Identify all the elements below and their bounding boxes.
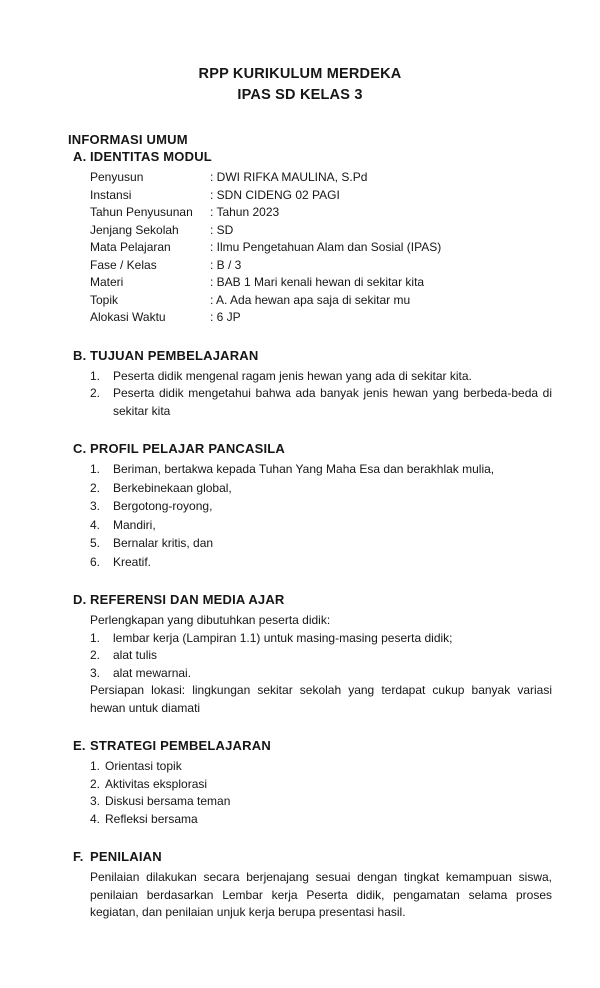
list-item-text: Peserta didik mengenal ragam jenis hewan yang ada di sekitar kita. — [113, 368, 472, 383]
list-item-number: 4. — [90, 811, 101, 826]
section-body — [90, 368, 552, 421]
section-letter: A. — [73, 149, 87, 164]
list-item-number: 1. — [90, 368, 101, 383]
section-heading — [73, 347, 552, 364]
field-row-alokasi-waktu — [90, 309, 552, 327]
section-title: REFERENSI DAN MEDIA AJAR — [90, 592, 285, 607]
list-item-number: 3. — [90, 665, 101, 680]
list-item-number: 2. — [90, 648, 101, 662]
section-letter: B. — [73, 347, 87, 363]
section-profil-pelajar-pancasila — [68, 440, 552, 571]
section-body — [90, 758, 552, 828]
list-item — [90, 535, 552, 553]
field-value: : Ilmu Pengetahuan Alam dan Sosial (IPAS) — [210, 240, 442, 254]
list-item — [90, 647, 552, 665]
section-title: PENILAIAN — [90, 849, 162, 864]
field-value: : DWI RIFKA MAULINA, S.Pd — [210, 170, 368, 184]
section-intro-text: Perlengkapan yang dibutuhkan peserta didik: — [90, 613, 331, 627]
section-title: TUJUAN PEMBELAJARAN — [90, 347, 259, 363]
list-item-text: Beriman, bertakwa kepada Tuhan Yang Maha Esa dan berakhlak mulia, — [113, 462, 495, 476]
field-row-jenjang-sekolah — [90, 222, 552, 240]
field-value: : 6 JP — [210, 310, 241, 324]
section-outro-text: Persiapan lokasi: lingkungan sekitar sekolah yang terdapat cukup banyak variasi hewan untuk diamati — [90, 683, 552, 715]
title-line-1: RPP KURIKULUM MERDEKA — [198, 66, 402, 82]
list-item-number: 1. — [90, 759, 101, 773]
field-row-penyusun — [90, 169, 552, 187]
list-item-number: 2. — [90, 386, 101, 400]
list-item-text: Berkebinekaan global, — [113, 480, 232, 495]
field-label: Penyusun — [90, 170, 144, 184]
list-item-number: 1. — [90, 630, 101, 645]
list-item-number: 6. — [90, 554, 101, 569]
section-letter: E. — [73, 738, 86, 753]
list-item-text: lembar kerja (Lampiran 1.1) untuk masing-masing peserta didik; — [113, 630, 453, 645]
list-item-text: Mandiri, — [113, 517, 156, 532]
section-paragraph: Penilaian dilakukan secara berjenajang sesuai dengan tingkat kemampuan siswa, penilaian berdasarkan Lembar kerja Peserta didik, pengamatan selama proses kegiatan, dan penilaian unjuk kerja berupa presentasi hasil. — [90, 870, 552, 919]
section-body — [90, 869, 552, 922]
list-item-text: Diskusi bersama teman — [105, 794, 231, 808]
title-line-2: IPAS SD KELAS 3 — [237, 86, 363, 103]
list-item — [90, 665, 552, 683]
field-value: : BAB 1 Mari kenali hewan di sekitar kita — [210, 275, 425, 289]
section-penilaian — [68, 848, 552, 922]
list-item-number: 3. — [90, 499, 101, 513]
list-item-text: Refleksi bersama — [105, 811, 198, 826]
list-item — [90, 630, 552, 648]
section-identitas-modul — [68, 148, 552, 327]
section-letter: C. — [73, 441, 87, 456]
section-heading — [73, 737, 552, 754]
list-item-number: 2. — [90, 776, 101, 791]
field-row-materi — [90, 274, 552, 292]
field-value: : A. Ada hewan apa saja di sekitar mu — [210, 292, 411, 307]
section-body — [90, 169, 552, 327]
section-referensi-dan-media-ajar — [68, 591, 552, 717]
section-title: PROFIL PELAJAR PANCASILA — [90, 441, 286, 456]
list-item-text: Peserta didik mengetahui bahwa ada banyak jenis hewan yang berbeda-beda di sekitar kita — [113, 386, 552, 418]
field-label: Alokasi Waktu — [90, 310, 166, 324]
list-item — [90, 385, 552, 420]
list-item — [90, 498, 552, 516]
field-label: Fase / Kelas — [90, 257, 157, 272]
field-row-instansi — [90, 187, 552, 205]
field-label: Tahun Penyusunan — [90, 205, 193, 219]
section-strategi-pembelajaran — [68, 737, 552, 828]
list-item-text: Bergotong-royong, — [113, 499, 213, 513]
section-letter: D. — [73, 592, 87, 607]
list-item-number: 4. — [90, 517, 101, 532]
list-item — [90, 776, 552, 794]
part-header-informasi-umum: INFORMASI UMUM — [68, 132, 188, 147]
list-item — [90, 793, 552, 811]
list-item — [90, 758, 552, 776]
list-item — [90, 461, 552, 479]
field-row-tahun-penyusunan — [90, 204, 552, 222]
section-heading — [73, 848, 552, 865]
field-row-topik — [90, 292, 552, 310]
field-label: Jenjang Sekolah — [90, 222, 179, 237]
list-item — [90, 554, 552, 572]
section-title: IDENTITAS MODUL — [90, 149, 212, 164]
list-item — [90, 517, 552, 535]
field-value: : SD — [210, 222, 234, 237]
section-letter: F. — [73, 849, 84, 864]
list-item-number: 5. — [90, 536, 101, 550]
list-item — [90, 368, 552, 386]
list-item — [90, 811, 552, 829]
list-item-text: Aktivitas eksplorasi — [105, 776, 208, 791]
field-label: Topik — [90, 292, 119, 307]
field-row-mata-pelajaran — [90, 239, 552, 257]
list-item — [90, 480, 552, 498]
section-tujuan-pembelajaran — [68, 347, 552, 421]
list-item-text: Orientasi topik — [105, 759, 182, 773]
list-item-number: 2. — [90, 480, 101, 495]
list-item-number: 1. — [90, 462, 101, 476]
section-body — [90, 612, 552, 717]
list-item-text: alat tulis — [113, 648, 158, 662]
section-title: STRATEGI PEMBELAJARAN — [90, 738, 271, 753]
list-item-number: 3. — [90, 794, 101, 808]
field-value: : Tahun 2023 — [210, 205, 280, 219]
section-heading — [73, 440, 552, 457]
field-label: Mata Pelajaran — [90, 240, 171, 254]
list-item-text: Kreatif. — [113, 554, 152, 569]
field-row-fase-kelas — [90, 257, 552, 275]
section-heading — [73, 148, 552, 165]
section-body — [90, 461, 552, 571]
section-heading — [73, 591, 552, 608]
list-item-text: alat mewarnai. — [113, 665, 192, 680]
field-label: Instansi — [90, 187, 132, 202]
field-value: : B / 3 — [210, 257, 242, 272]
field-value: : SDN CIDENG 02 PAGI — [210, 187, 340, 202]
field-label: Materi — [90, 275, 124, 289]
list-item-text: Bernalar kritis, dan — [113, 536, 214, 550]
document-title — [0, 64, 600, 105]
